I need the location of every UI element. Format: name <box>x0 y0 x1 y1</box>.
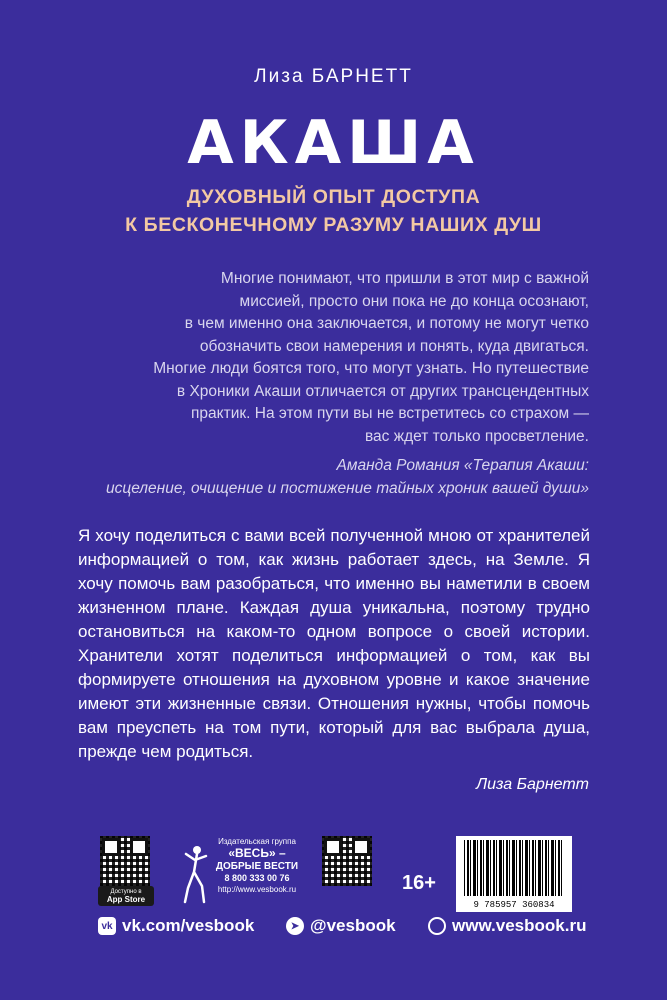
quote-line: миссией, просто они пока не до конца осознают, <box>239 292 589 310</box>
website-link[interactable] <box>428 916 586 936</box>
vk-link[interactable] <box>98 916 254 936</box>
publisher-block <box>180 836 300 906</box>
publisher-group: Издательская группа <box>218 837 296 846</box>
quote-source-line: исцеление, очищение и постижение тайных хроник вашей души» <box>105 479 589 497</box>
subtitle-line: ДУХОВНЫЙ ОПЫТ ДОСТУПА <box>186 186 481 208</box>
author-signature: Лиза Барнетт <box>476 776 589 793</box>
app-store-badge[interactable] <box>98 886 154 906</box>
barcode-number: 9 785957 360834 <box>473 900 555 910</box>
telegram-link[interactable] <box>286 916 396 936</box>
app-store-caption: Доступно в <box>110 889 142 895</box>
publisher-slogan: ДОБРЫЕ ВЕСТИ <box>215 861 299 872</box>
author-name: Лиза БАРНЕТТ <box>254 66 413 87</box>
app-store-label: App Store <box>106 895 146 904</box>
telegram-icon: ➤ <box>286 917 304 935</box>
book-subtitle <box>0 183 667 239</box>
globe-icon <box>428 917 446 935</box>
quote-line: практик. На этом пути вы не встретитесь со страхом — <box>191 405 589 422</box>
telegram-label: @vesbook <box>310 916 396 935</box>
quote-line: в Хроники Акаши отличается от других трансцендентных <box>176 382 589 400</box>
blurb-text: Я хочу поделиться с вами всей полученной мною от хранителей информацией о том, как жизнь работает здесь, на Земле. Я хочу помочь вам разобраться, что именно вы наметили в своем жизненном плане. Каждая душа уникальна, поэтому трудно остановиться на каком-то одном вопросе о своей истории. Хранители хотят поделиться информацией о том, как вы формируете отношения на духовном уровне и какое значение имеют эти жизненные связи. Отношения нужны, чтобы помочь вам преуспеть на том пути, который для вас выбрала душа, прежде чем родиться. <box>78 526 590 761</box>
publisher-site[interactable]: http://www.vesbook.ru <box>217 885 297 894</box>
isbn-barcode <box>456 836 572 912</box>
publisher-phone: 8 800 333 00 76 <box>224 873 290 883</box>
website-label: www.vesbook.ru <box>452 916 587 935</box>
quote-line: в чем именно она заключается, и потому не могут четко <box>184 315 589 332</box>
qr-code-app[interactable] <box>100 836 150 886</box>
subtitle-line: К БЕСКОНЕЧНОМУ РАЗУМУ НАШИХ ДУШ <box>125 214 542 236</box>
qr-code-site[interactable] <box>322 836 372 886</box>
quote-line: Многие понимают, что пришли в этот мир с важной <box>220 270 589 287</box>
quote-source-line: Аманда Романия «Терапия Акаши: <box>336 457 589 474</box>
publisher-logo-icon <box>180 842 210 904</box>
quote-line: вас ждет только просветление. <box>365 427 589 445</box>
age-rating: 16+ <box>402 872 436 894</box>
book-title: АКАША <box>187 108 480 178</box>
quote-line: обозначить свои намерения и понять, куда двигаться. <box>199 337 589 355</box>
quote-line: Многие люди боятся того, что могут узнать. Но путешествие <box>153 360 589 377</box>
vk-icon: vk <box>98 917 116 935</box>
barcode-bars <box>464 840 564 896</box>
epigraph-quote <box>119 268 589 448</box>
vk-label: vk.com/vesbook <box>122 916 255 935</box>
quote-source <box>69 455 589 500</box>
publisher-name: «ВЕСЬ» – <box>228 846 286 860</box>
